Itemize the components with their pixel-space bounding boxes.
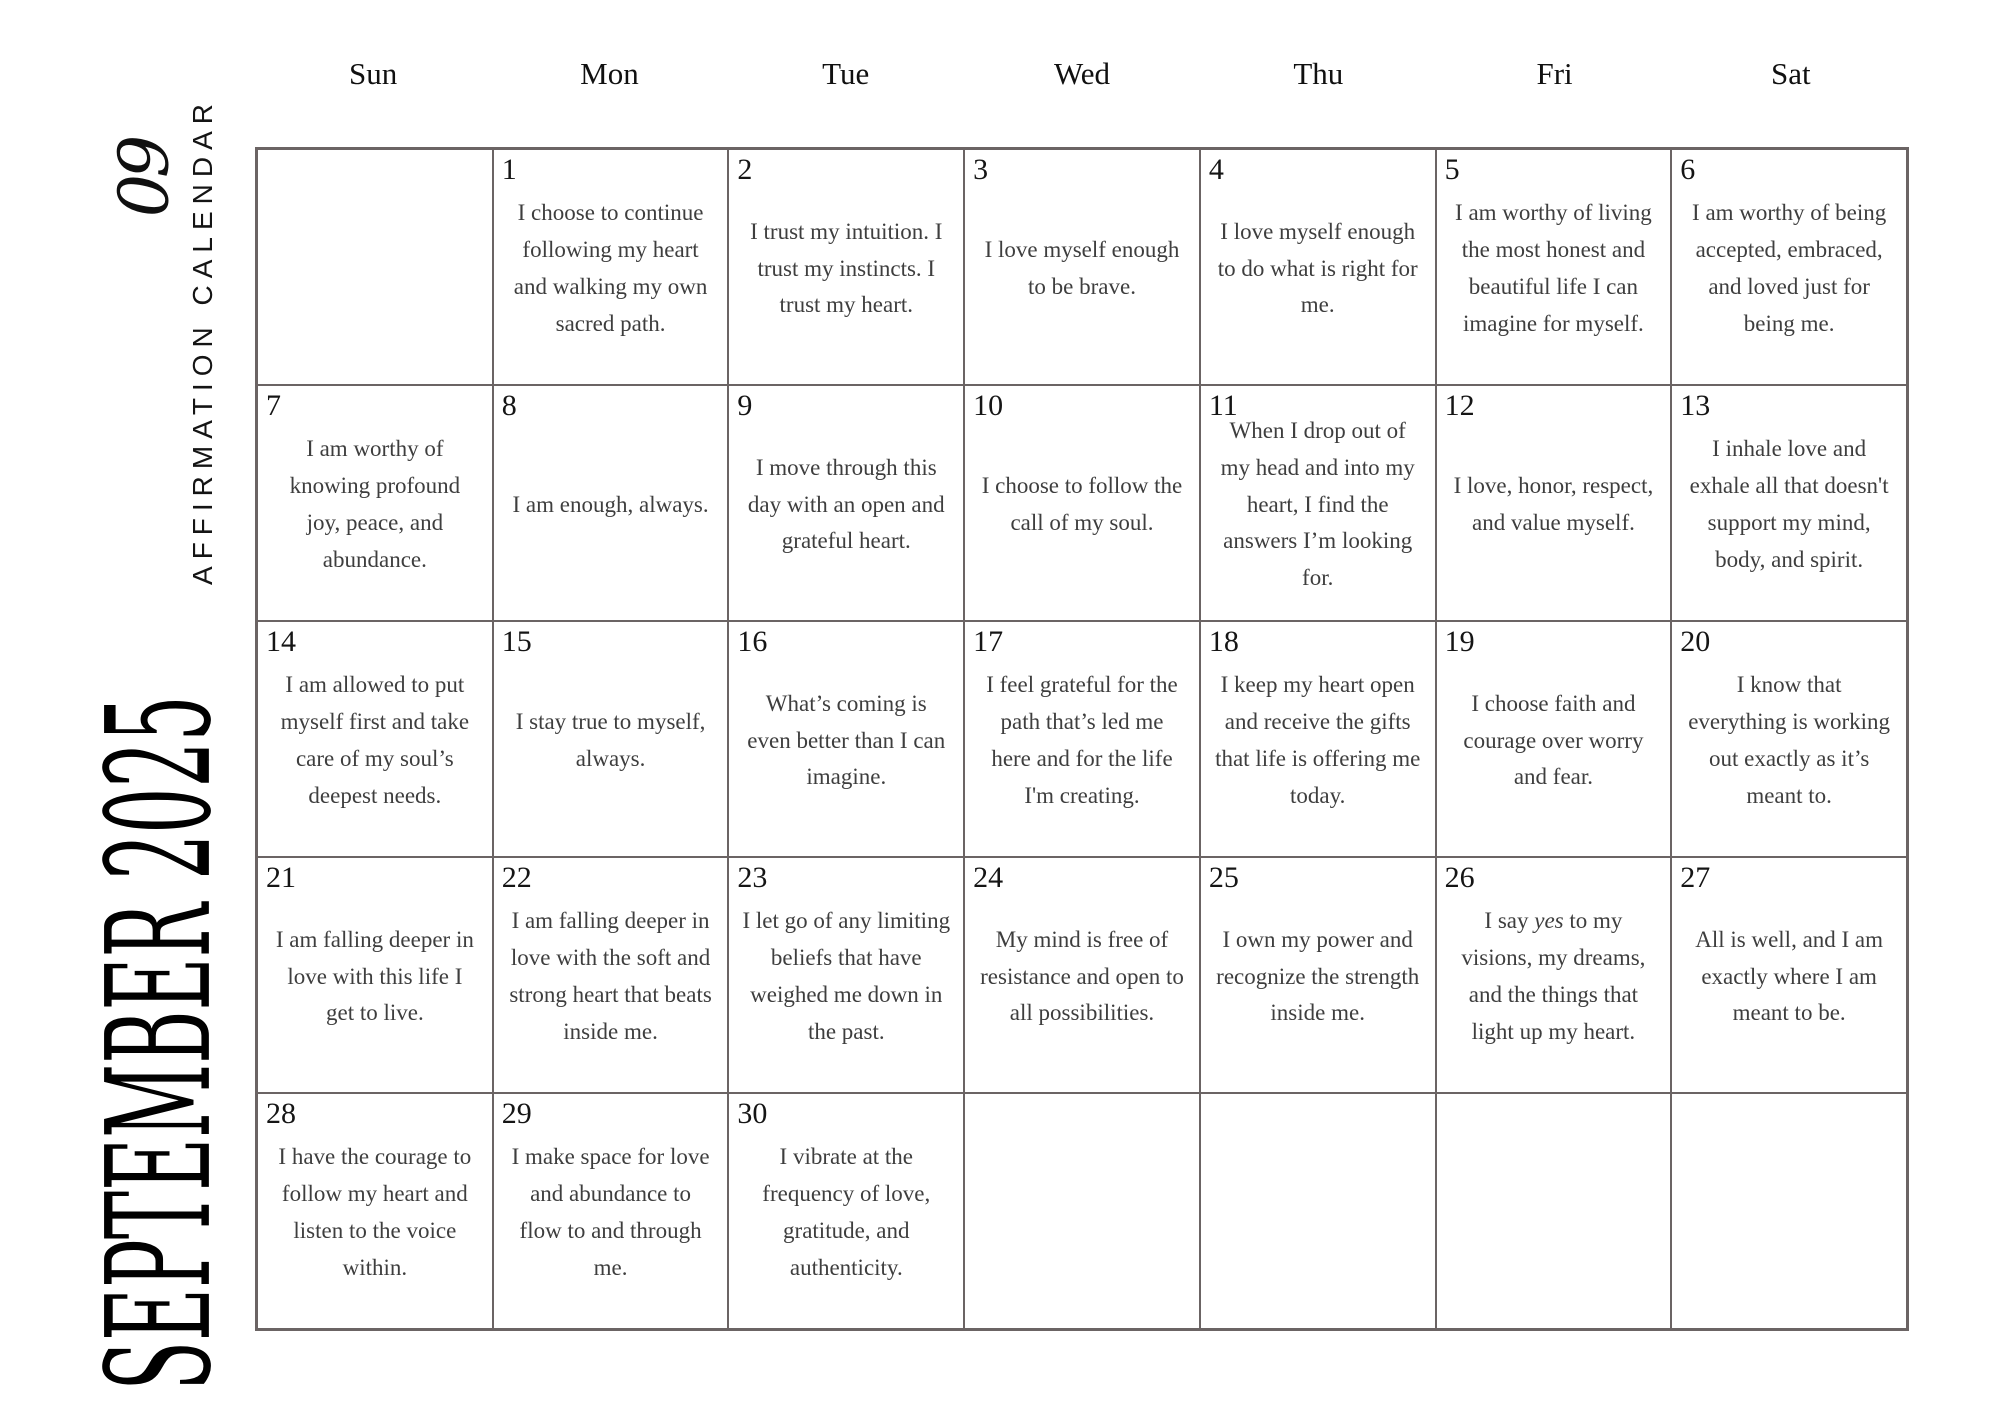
day-number: 28 [266,1097,296,1130]
day-cell-13 [1671,385,1907,621]
affirmation-text: I am enough, always. [512,491,709,517]
affirmation-text: I choose to follow the call of my soul. [981,473,1183,535]
affirmation-text: I love, honor, respect, and value myself. [1453,473,1654,535]
affirmation-calendar-label: AFFIRMATION CALENDAR [187,97,218,585]
affirmation-text: I stay true to myself, always. [515,709,706,771]
day-number: 11 [1208,389,1238,422]
day-cell-22 [493,857,729,1093]
affirmation-text: I say yes to my visions, my dreams, and the things that light up my heart. [1461,908,1646,1044]
affirmation-text: I am allowed to put myself first and take care of my soul’s deepest needs. [280,672,470,808]
day-cell-14 [257,621,493,857]
day-cell-28 [257,1093,493,1329]
day-cell-27 [1671,857,1907,1093]
day-number: 2 [737,153,753,186]
month-number-script: 09 [105,138,185,218]
affirmation-text: I am worthy of knowing profound joy, peace, and abundance. [289,436,461,572]
affirmation-text: My mind is free of resistance and open to all possibilities. [980,926,1184,1026]
affirmation-text: I own my power and recognize the strength inside me. [1216,926,1420,1026]
day-number: 22 [501,861,532,894]
day-cell-16 [728,621,964,857]
day-cell-18 [1200,621,1436,857]
affirmation-text: I feel grateful for the path that’s led me here and for the life I'm creating. [986,672,1178,808]
day-cell-25 [1200,857,1436,1093]
day-cell-17 [964,621,1200,857]
affirmation-text: I keep my heart open and receive the gifts that life is offering me today. [1215,672,1421,808]
day-number: 10 [973,389,1004,422]
affirmation-text: I have the courage to follow my heart and listen to the voice within. [278,1144,472,1280]
day-number: 18 [1208,625,1239,658]
day-number: 8 [501,389,517,422]
affirmation-text: I know that everything is working out exactly as it’s meant to. [1688,672,1891,808]
day-number: 29 [501,1097,532,1130]
weekday-header-thu: Thu [1293,56,1344,91]
day-cell-4 [1200,149,1436,385]
day-number: 14 [266,625,296,658]
day-cell-6 [1671,149,1907,385]
day-cell-1 [493,149,729,385]
day-cell-11 [1200,385,1436,621]
day-number: 25 [1208,861,1239,894]
day-cell-3 [964,149,1200,385]
day-number: 1 [501,153,517,186]
day-number: 21 [266,861,296,894]
day-cell-7 [257,385,493,621]
day-number: 7 [266,389,281,422]
affirmation-text: I love myself enough to do what is right for me. [1217,218,1418,318]
day-cell-26 [1436,857,1672,1093]
day-cell-empty [1200,1093,1436,1329]
month-title: SEPTEMBER 2025 [76,695,244,1391]
affirmation-text: What’s coming is even better than I can imagine. [747,690,946,790]
day-cell-29 [493,1093,729,1329]
affirmation-text: I am worthy of living the most honest and beautiful life I can imagine for myself. [1455,200,1652,336]
day-number: 15 [501,625,532,658]
affirmation-text: All is well, and I am exactly where I am meant to be. [1695,926,1884,1026]
day-cell-5 [1436,149,1672,385]
day-cell-10 [964,385,1200,621]
affirmation-text: I let go of any limiting beliefs that have weighed me down in the past. [742,908,951,1044]
day-cell-empty [257,149,493,385]
day-number: 9 [737,389,753,422]
day-number: 5 [1444,153,1460,186]
affirmation-text: I trust my intuition. I trust my instincts. I trust my heart. [750,218,943,318]
weekday-header-row [255,56,1909,104]
day-cell-empty [964,1093,1200,1329]
day-number: 16 [737,625,768,658]
affirmation-text: I choose faith and courage over worry and fear. [1463,690,1644,790]
affirmation-text: I inhale love and exhale all that doesn't support my mind, body, and spirit. [1689,436,1889,572]
day-cell-2 [728,149,964,385]
day-number: 26 [1444,861,1475,894]
affirmation-text: I am falling deeper in love with this life I get to live. [275,926,474,1026]
day-number: 6 [1680,153,1696,186]
day-cell-empty [1436,1093,1672,1329]
affirmation-text: I love myself enough to be brave. [984,237,1180,299]
day-cell-23 [728,857,964,1093]
day-number: 27 [1680,861,1711,894]
weekday-header-sat: Sat [1771,56,1811,91]
day-number: 30 [737,1097,768,1130]
day-number: 4 [1208,153,1224,186]
affirmation-text: I choose to continue following my heart and walking my own sacred path. [513,200,708,336]
day-number: 20 [1680,625,1711,658]
affirmation-text: When I drop out of my head and into my heart, I find the answers I’m looking for. [1220,418,1415,591]
day-cell-12 [1436,385,1672,621]
day-cell-9 [728,385,964,621]
day-number: 24 [973,861,1004,894]
weekday-header-mon: Mon [580,56,639,91]
day-cell-15 [493,621,729,857]
day-number: 19 [1444,625,1475,658]
day-number: 13 [1680,389,1711,422]
day-cell-20 [1671,621,1907,857]
affirmation-text: I move through this day with an open and grateful heart. [747,454,945,554]
affirmation-text: I vibrate at the frequency of love, gratitude, and authenticity. [762,1144,931,1280]
day-number: 17 [973,625,1004,658]
day-cell-21 [257,857,493,1093]
affirmation-text: I am worthy of being accepted, embraced, and loved just for being me. [1692,200,1887,336]
affirmation-text: I make space for love and abundance to flow to and through me. [511,1144,710,1280]
affirmation-text: I am falling deeper in love with the soft and strong heart that beats inside me. [509,908,712,1044]
day-cell-24 [964,857,1200,1093]
day-number: 12 [1444,389,1475,422]
day-cell-19 [1436,621,1672,857]
weekday-header-tue: Tue [822,56,870,91]
day-cell-8 [493,385,729,621]
weekday-header-fri: Fri [1536,56,1573,91]
day-number: 3 [973,153,989,186]
calendar-grid [255,147,1909,1331]
weekday-header-wed: Wed [1053,56,1111,91]
day-cell-30 [728,1093,964,1329]
day-number: 23 [737,861,768,894]
weekday-header-sun: Sun [349,56,398,91]
day-cell-empty [1671,1093,1907,1329]
